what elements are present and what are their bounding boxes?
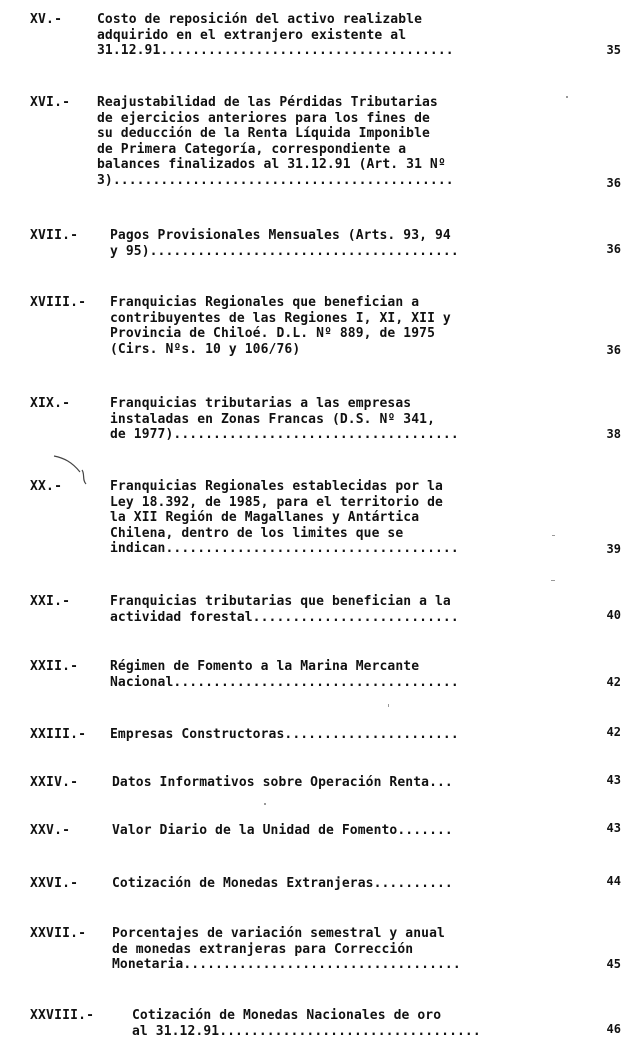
entry-page-number: 42 [606,725,621,739]
entry-text [97,12,537,59]
entry-line: y 95)....................................... [110,243,459,259]
entry-text [112,775,546,791]
entry-page-number: 40 [606,608,621,622]
entry-line: actividad forestal.......................... [110,609,459,625]
entry-page-number: 44 [606,874,621,888]
entry-line: Régimen de Fomento a la Marina Mercante [110,659,420,674]
entry-line: Valor Diario de la Unidad de Fomento....... [112,823,453,838]
entry-line: de Primera Categoría, correspondiente a [97,141,407,157]
entry-text [110,659,544,690]
entry-line: Franquicias Regionales que benefician a [110,295,420,310]
entry-number: XVII.- [30,228,79,243]
entry-line: de monedas extranjeras para Corrección [112,941,414,957]
entry-page-number: 39 [606,542,621,556]
entry-page-number: 36 [606,242,621,256]
entry-line: Franquicias tributarias a las empresas [110,396,412,411]
entry-line: de ejercicios anteriores para los fines de [97,110,430,126]
entry-text [112,823,546,839]
entry-page-number: 45 [606,957,621,971]
entry-number: XXII.- [30,659,79,674]
entry-text [112,876,546,892]
entry-line: Chilena, dentro de los limites que se [110,525,404,541]
entry-text [110,396,540,443]
entry-line: 31.12.91..................................... [97,43,454,58]
entry-line: balances finalizados al 31.12.91 (Art. 31 Nº [97,157,446,172]
entry-line: Empresas Constructoras...................... [110,727,459,742]
entry-number: XVIII.- [30,295,87,310]
entry-number: XXVI.- [30,876,79,891]
entry-line: Franquicias tributarias que benefician a la [110,594,451,609]
entry-page-number: 46 [606,1022,621,1036]
entry-line: Ley 18.392, de 1985, para el territorio de [110,494,443,510]
entry-number: XV.- [30,12,63,27]
entry-text [97,95,537,188]
scan-speck [388,704,389,707]
scan-speck [566,96,568,98]
entry-page-number: 36 [606,176,621,190]
entry-line: Porcentajes de variación semestral y anual [112,926,445,941]
entry-page-number: 43 [606,821,621,835]
entry-line: de 1977).................................... [110,427,459,442]
entry-line: Cotización de Monedas Nacionales de oro [132,1008,442,1023]
entry-line: Monetaria................................... [112,957,461,972]
entry-page-number: 36 [606,343,621,357]
entry-text [110,727,544,743]
entry-line: la XII Región de Magallanes y Antártica [110,510,420,525]
entry-line: Datos Informativos sobre Operación Renta... [112,775,453,790]
entry-page-number: 38 [606,427,621,441]
entry-number: XXI.- [30,594,71,609]
entry-number: XXIII.- [30,727,87,742]
entry-line: al 31.12.91................................. [132,1023,481,1039]
entry-text [110,295,540,357]
entry-number: XX.- [30,479,63,494]
entry-line: instaladas en Zonas Francas (D.S. Nº 341, [110,411,435,427]
entry-line: Costo de reposición del activo realizable [97,12,422,27]
entry-number: XXVIII.- [30,1008,95,1023]
entry-line: Franquicias Regionales establecidas por la [110,479,443,494]
entry-text [110,228,538,259]
entry-line: Pagos Provisionales Mensuales (Arts. 93, 94 [110,228,451,243]
entry-page-number: 43 [606,773,621,787]
entry-line: Provincia de Chiloé. D.L. Nº 889, de 1975 [110,326,435,341]
entry-text [110,594,544,625]
entry-number: XXVII.- [30,926,87,941]
entry-line: adquirido en el extranjero existente al [97,27,407,43]
entry-line: contribuyentes de las Regiones I, XI, XII y [110,310,451,326]
entry-page-number: 42 [606,675,621,689]
scan-speck [264,803,266,805]
entry-line: Cotización de Monedas Extranjeras.......... [112,876,453,891]
entry-number: XXV.- [30,823,71,838]
scan-speck [552,535,555,536]
entry-page-number: 35 [606,43,621,57]
entry-line: indican..................................... [110,541,459,556]
entry-line: su deducción de la Renta Líquida Imponible [97,126,430,141]
entry-line: Reajustabilidad de las Pérdidas Tributarias [97,95,438,110]
entry-line: Nacional.................................... [110,674,459,690]
entry-line: 3)........................................... [97,172,454,188]
scan-speck [551,580,555,581]
entry-number: XIX.- [30,396,71,411]
entry-text [110,479,542,557]
entry-text [132,1008,546,1039]
entry-number: XVI.- [30,95,71,110]
entry-text [112,926,546,973]
entry-number: XXIV.- [30,775,79,790]
entry-line: (Cirs. Nºs. 10 y 106/76) [110,341,301,357]
